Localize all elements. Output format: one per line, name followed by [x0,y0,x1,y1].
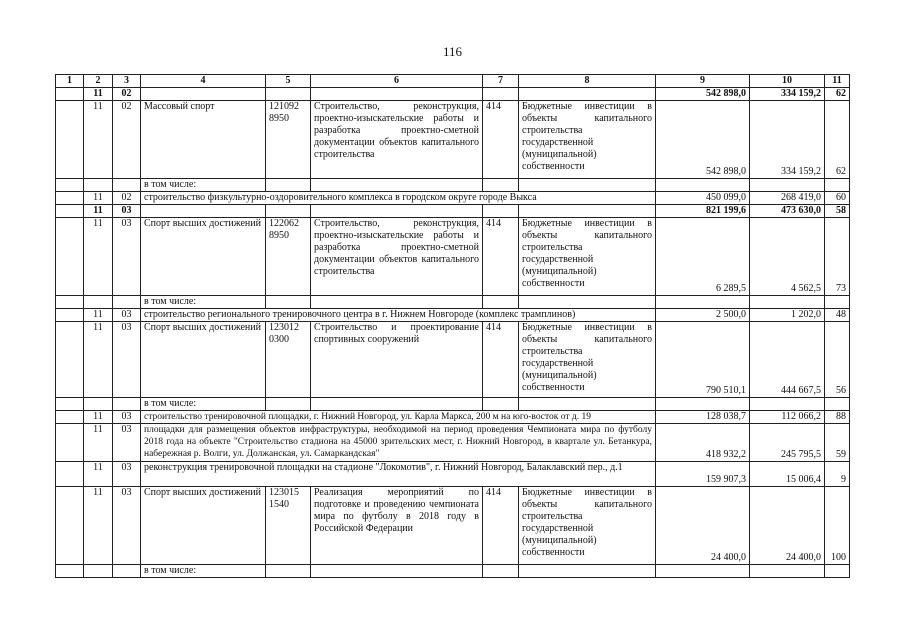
subsection-code: 03 [113,424,141,462]
actual-amount: 334 159,2 [750,88,825,101]
section-code: 11 [84,411,113,424]
percent: 73 [825,218,850,296]
table-row [56,565,850,578]
page-number: 116 [442,44,463,59]
percent: 58 [825,205,850,218]
col-header-7: 7 [483,75,519,88]
expense-type-name: Бюджетные инвестиции в объекты капитального строительства государственной (муниципальной) собственности [519,218,656,296]
including-label: в том числе: [141,296,266,309]
col-header-4: 4 [141,75,266,88]
percent: 62 [825,101,850,179]
target-article: 121092 8950 [266,101,311,179]
col-header-2: 2 [84,75,113,88]
planned-amount: 450 099,0 [656,192,750,205]
program-name: Спорт высших достижений [141,218,266,296]
planned-amount: 159 907,3 [656,462,750,487]
subsection-code: 03 [113,411,141,424]
including-label: в том числе: [141,179,266,192]
expense-type-name: Бюджетные инвестиции в объекты капитального строительства государственной (муниципальной) собственности [519,487,656,565]
subsection-code: 03 [113,322,141,398]
planned-amount: 6 289,5 [656,218,750,296]
section-code: 11 [84,487,113,565]
actual-amount: 4 562,5 [750,218,825,296]
expense-description: Строительство и проектирование спортивных сооружений [311,322,483,398]
expense-type-code: 414 [483,322,519,398]
col-header-9: 9 [656,75,750,88]
subsection-code: 02 [113,88,141,101]
table-row [56,101,850,179]
expense-type-code: 414 [483,218,519,296]
subsection-code: 03 [113,487,141,565]
percent: 59 [825,424,850,462]
subsection-code: 02 [113,192,141,205]
table-row [56,179,850,192]
expense-description: Строительство, реконструкция, проектно-изыскательские работы и разработка проектно-сметной документации объектов капитального строительства [311,218,483,296]
percent: 88 [825,411,850,424]
table-row [56,411,850,424]
subsection-code: 03 [113,309,141,322]
table-row [56,88,850,101]
col-header-6: 6 [311,75,483,88]
section-code: 11 [84,218,113,296]
table-row [56,309,850,322]
col-header-11: 11 [825,75,850,88]
col-header-10: 10 [750,75,825,88]
section-code: 11 [84,424,113,462]
including-label: в том числе: [141,565,266,578]
expense-description: Строительство, реконструкция, проектно-изыскательские работы и разработка проектно-сметной документации объектов капитального строительства [311,101,483,179]
planned-amount: 2 500,0 [656,309,750,322]
actual-amount: 245 795,5 [750,424,825,462]
program-name: Массовый спорт [141,101,266,179]
including-label: в том числе: [141,398,266,411]
object-name: реконструкция тренировочной площадки на стадионе "Локомотив", г. Нижний Новгород, Балаклавский пер., д.1 [141,462,656,487]
subsection-code: 03 [113,462,141,487]
planned-amount: 128 038,7 [656,411,750,424]
planned-amount: 542 898,0 [656,88,750,101]
planned-amount: 418 932,2 [656,424,750,462]
actual-amount: 268 419,0 [750,192,825,205]
col-header-5: 5 [266,75,311,88]
table-row [56,218,850,296]
col-header-8: 8 [519,75,656,88]
table-row [56,424,850,462]
actual-amount: 112 066,2 [750,411,825,424]
target-article: 123015 1540 [266,487,311,565]
subsection-code: 02 [113,101,141,179]
object-name: строительство физкультурно-оздоровительного комплекса в городском округе городе Выкса [141,192,656,205]
object-name: строительство тренировочной площадки, г. Нижний Новгород, ул. Карла Маркса, 200 м на юго-восток от д. 19 [141,411,656,424]
col-header-3: 3 [113,75,141,88]
planned-amount: 821 199,6 [656,205,750,218]
header-row [56,75,850,88]
actual-amount: 24 400,0 [750,487,825,565]
actual-amount: 334 159,2 [750,101,825,179]
percent: 60 [825,192,850,205]
expense-type-name: Бюджетные инвестиции в объекты капитального строительства государственной (муниципальной) собственности [519,101,656,179]
planned-amount: 790 510,1 [656,322,750,398]
expense-type-code: 414 [483,101,519,179]
target-article: 122062 8950 [266,218,311,296]
object-name: строительство регионального тренировочного центра в г. Нижнем Новгороде (комплекс трамплинов) [141,309,656,322]
expense-description: Реализация мероприятий по подготовке и проведению чемпионата мира по футболу в 2018 году в Российской Федерации [311,487,483,565]
section-code: 11 [84,88,113,101]
section-code: 11 [84,322,113,398]
table-row [56,192,850,205]
section-code: 11 [84,101,113,179]
expense-type-name: Бюджетные инвестиции в объекты капитального строительства государственной (муниципальной) собственности [519,322,656,398]
table-row [56,462,850,487]
object-name: площадки для размещения объектов инфраструктуры, необходимой на период проведения Чемпионата мира по футболу 2018 года на объекте "Строительство стадиона на 45000 зрительских мест, г. Нижний Новгород, в квартале ул. Бетанкура, набережная р. Волги, ул. Должанская, ул. Самаркандская" [141,424,656,462]
percent: 56 [825,322,850,398]
percent: 48 [825,309,850,322]
actual-amount: 444 667,5 [750,322,825,398]
section-code: 11 [84,309,113,322]
subsection-code: 03 [113,205,141,218]
program-name: Спорт высших достижений [141,322,266,398]
table-row [56,322,850,398]
section-code: 11 [84,192,113,205]
actual-amount: 15 006,4 [750,462,825,487]
percent: 62 [825,88,850,101]
table-row [56,398,850,411]
expense-type-code: 414 [483,487,519,565]
planned-amount: 542 898,0 [656,101,750,179]
table-row [56,487,850,565]
table-row [56,296,850,309]
program-name: Спорт высших достижений [141,487,266,565]
table-row [56,205,850,218]
section-code: 11 [84,462,113,487]
subsection-code: 03 [113,218,141,296]
col-header-1: 1 [56,75,84,88]
actual-amount: 1 202,0 [750,309,825,322]
percent: 9 [825,462,850,487]
actual-amount: 473 630,0 [750,205,825,218]
percent: 100 [825,487,850,565]
planned-amount: 24 400,0 [656,487,750,565]
target-article: 123012 0300 [266,322,311,398]
budget-table [55,74,850,578]
section-code: 11 [84,205,113,218]
